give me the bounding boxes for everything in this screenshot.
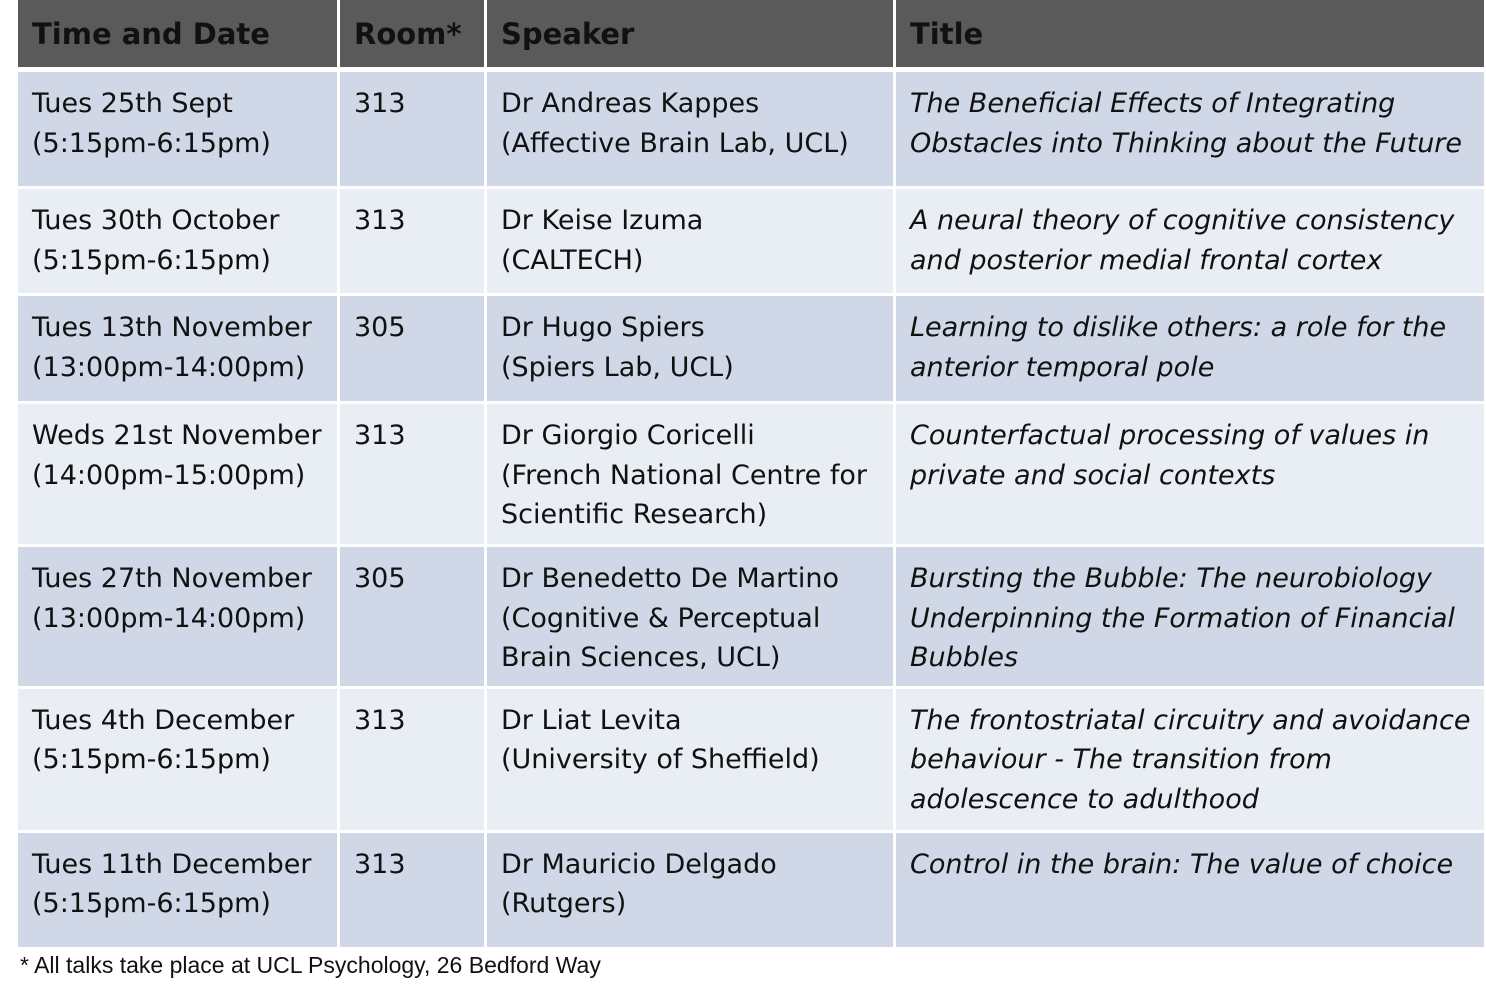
speaker-name: Dr Andreas Kappes [501,88,760,119]
room-cell [340,404,487,547]
title-cell [896,189,1484,296]
header-row [18,0,1484,72]
footnote: * All talks take place at UCL Psychology, 26 Bedford Way [20,952,601,978]
speaker-affiliation: (Rutgers) [501,888,627,919]
table-row [18,833,1484,950]
date-cell [18,189,340,296]
date-cell [18,689,340,833]
speaker-affiliation: (Cognitive & Perceptual [501,602,821,634]
date-text: Tues 27th November [32,563,312,594]
title-line: Bubbles [910,642,1019,673]
time-text: (13:00pm-14:00pm) [32,351,306,383]
room-cell [340,189,487,296]
title-line: Obstacles into Thinking about the Future [910,127,1463,159]
date-cell [18,72,340,189]
time-text: (5:15pm-6:15pm) [32,744,271,775]
room-text: 313 [354,88,406,119]
date-text: Tues 13th November [32,312,312,343]
date-cell [18,296,340,404]
title-line: and posterior medial frontal cortex [910,244,1383,276]
title-line: anterior temporal pole [910,351,1215,383]
speaker-cell [487,189,896,296]
header-title: Title [896,0,1484,72]
table-row [18,189,1484,296]
date-cell [18,833,340,950]
table-row [18,404,1484,547]
title-line: private and social contexts [910,459,1276,491]
title-cell [896,833,1484,950]
room-text: 305 [354,312,406,343]
schedule-table [18,0,1484,950]
date-text: Tues 4th December [32,704,295,736]
room-text: 313 [354,205,406,236]
room-cell [340,833,487,950]
title-line: A neural theory of cognitive consistency [910,205,1455,236]
room-cell [340,547,487,689]
speaker-affiliation: Brain Sciences, UCL) [501,642,781,673]
speaker-cell [487,404,896,547]
room-text: 313 [354,420,406,451]
room-text: 313 [354,848,406,880]
time-text: (5:15pm-6:15pm) [32,244,271,276]
speaker-name: Dr Hugo Spiers [501,312,705,343]
speaker-affiliation: (Spiers Lab, UCL) [501,351,734,383]
title-line: adolescence to adulthood [910,783,1259,815]
speaker-cell [487,689,896,833]
seminar-schedule [18,0,1484,950]
table-row [18,296,1484,404]
speaker-name: Dr Keise Izuma [501,205,704,236]
date-cell [18,547,340,689]
speaker-name: Dr Liat Levita [501,704,682,736]
room-text: 313 [354,704,406,736]
title-line: The Beneficial Effects of Integrating [910,88,1396,119]
title-line: Underpinning the Formation of Financial [910,602,1455,634]
speaker-affiliation: (University of Sheffield) [501,744,820,775]
speaker-cell [487,547,896,689]
room-cell [340,72,487,189]
date-cell [18,404,340,547]
room-cell [340,689,487,833]
speaker-affiliation: (Affective Brain Lab, UCL) [501,127,849,159]
table-row [18,72,1484,189]
room-cell [340,296,487,404]
time-text: (5:15pm-6:15pm) [32,127,271,159]
date-text: Tues 30th October [32,205,280,236]
speaker-affiliation: Scientific Research) [501,499,768,530]
speaker-name: Dr Giorgio Coricelli [501,420,755,451]
speaker-cell [487,72,896,189]
title-line: Control in the brain: The value of choice [910,848,1454,880]
table-row [18,547,1484,689]
speaker-name: Dr Mauricio Delgado [501,848,777,880]
date-text: Tues 25th Sept [32,88,233,119]
speaker-affiliation: (CALTECH) [501,244,644,276]
header-room: Room* [340,0,487,72]
speaker-cell [487,833,896,950]
date-text: Tues 11th December [32,848,312,880]
time-text: (14:00pm-15:00pm) [32,459,306,491]
title-line: Counterfactual processing of values in [910,420,1430,451]
header-time-and-date: Time and Date [18,0,340,72]
time-text: (5:15pm-6:15pm) [32,888,271,919]
speaker-affiliation: (French National Centre for [501,459,867,491]
title-line: Learning to dislike others: a role for the [910,312,1447,343]
date-text: Weds 21st November [32,420,322,451]
title-line: Bursting the Bubble: The neurobiology [910,563,1432,594]
time-text: (13:00pm-14:00pm) [32,602,306,634]
title-cell [896,296,1484,404]
title-line: The frontostriatal circuitry and avoidance [910,704,1471,736]
header-speaker: Speaker [487,0,896,72]
table-row [18,689,1484,833]
title-cell [896,72,1484,189]
title-line: behaviour - The transition from [910,744,1332,775]
title-cell [896,689,1484,833]
speaker-cell [487,296,896,404]
title-cell [896,404,1484,547]
speaker-name: Dr Benedetto De Martino [501,563,840,594]
title-cell [896,547,1484,689]
room-text: 305 [354,563,406,594]
